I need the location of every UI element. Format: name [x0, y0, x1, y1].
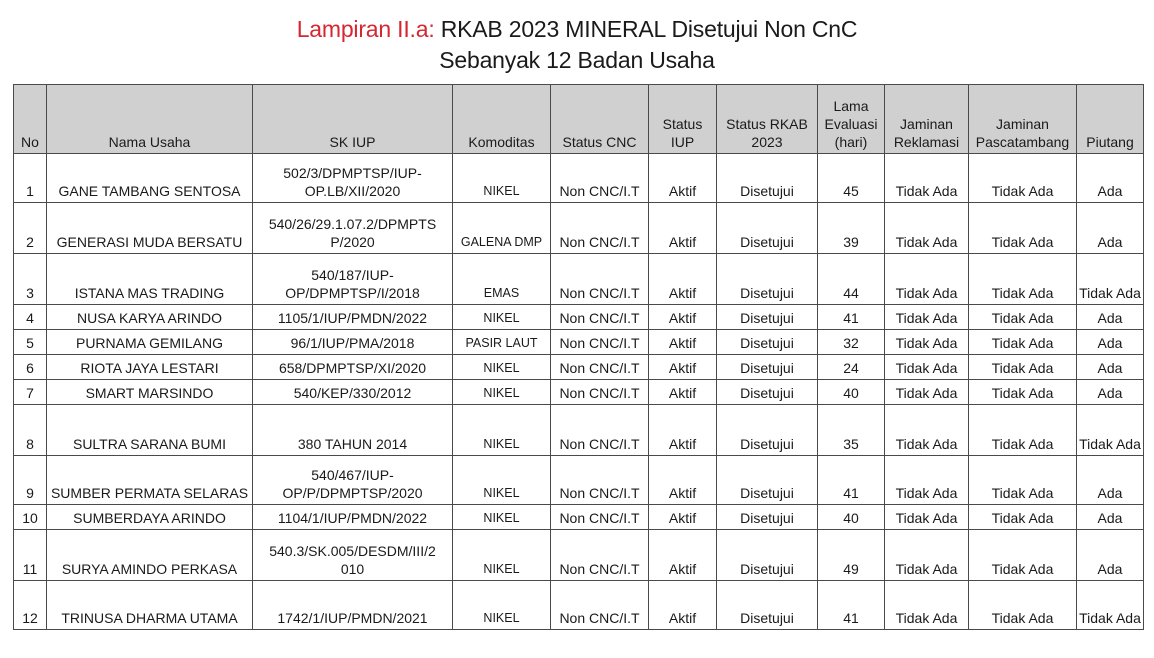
cell-jaminan-pascatambang: Tidak Ada: [969, 456, 1077, 505]
sk-iup-line-1: 540/467/IUP-: [311, 467, 394, 483]
cell-piutang: Ada: [1077, 154, 1144, 203]
cell-status-cnc: Non CNC/I.T: [551, 456, 649, 505]
cell-lama-evaluasi: 41: [818, 456, 885, 505]
cell-no: 3: [14, 254, 47, 305]
header-komoditas: Komoditas: [453, 85, 551, 154]
rkab-table: [13, 84, 1144, 630]
cell-lama-evaluasi: 41: [818, 305, 885, 330]
table-row: [14, 305, 1144, 330]
cell-jaminan-pascatambang: Tidak Ada: [969, 154, 1077, 203]
cell-lama-evaluasi: 24: [818, 355, 885, 380]
sk-iup-line-2: P/2020: [330, 234, 375, 250]
cell-jaminan-pascatambang: Tidak Ada: [969, 380, 1077, 405]
title-block: [0, 14, 1154, 76]
cell-nama-usaha: GENERASI MUDA BERSATU: [47, 203, 253, 254]
cell-status-cnc: Non CNC/I.T: [551, 380, 649, 405]
cell-jaminan-reklamasi: Tidak Ada: [885, 456, 969, 505]
sk-iup-line-2: OP.LB/XII/2020: [304, 183, 401, 199]
cell-jaminan-pascatambang: Tidak Ada: [969, 530, 1077, 581]
cell-jaminan-pascatambang: Tidak Ada: [969, 355, 1077, 380]
cell-jaminan-pascatambang: Tidak Ada: [969, 203, 1077, 254]
cell-sk-iup: [253, 355, 453, 380]
cell-nama-usaha: GANE TAMBANG SENTOSA: [47, 154, 253, 203]
header-row: [14, 85, 1144, 154]
header-piutang: Piutang: [1077, 85, 1144, 154]
cell-status-rkab: Disetujui: [717, 456, 818, 505]
cell-no: 2: [14, 203, 47, 254]
title-main: RKAB 2023 MINERAL Disetujui Non CnC: [434, 16, 858, 42]
cell-status-rkab: Disetujui: [717, 355, 818, 380]
cell-nama-usaha: PURNAMA GEMILANG: [47, 330, 253, 355]
cell-status-iup: Aktif: [649, 355, 717, 380]
cell-status-cnc: Non CNC/I.T: [551, 505, 649, 530]
sk-iup-line-1: 540/187/IUP-: [311, 267, 394, 283]
cell-lama-evaluasi: 32: [818, 330, 885, 355]
sk-iup-line-1: 540/KEP/330/2012: [293, 385, 412, 401]
cell-komoditas: NIKEL: [453, 355, 551, 380]
table-row: [14, 530, 1144, 581]
cell-nama-usaha: SUMBERDAYA ARINDO: [47, 505, 253, 530]
cell-status-rkab: Disetujui: [717, 203, 818, 254]
cell-status-rkab: Disetujui: [717, 380, 818, 405]
header-status-iup: Status IUP: [649, 85, 717, 154]
cell-status-cnc: Non CNC/I.T: [551, 305, 649, 330]
cell-lama-evaluasi: 40: [818, 505, 885, 530]
cell-jaminan-reklamasi: Tidak Ada: [885, 505, 969, 530]
sk-iup-line-1: 1105/1/IUP/PMDN/2022: [277, 310, 428, 326]
cell-jaminan-reklamasi: Tidak Ada: [885, 254, 969, 305]
cell-lama-evaluasi: 40: [818, 380, 885, 405]
cell-no: 1: [14, 154, 47, 203]
cell-jaminan-pascatambang: Tidak Ada: [969, 405, 1077, 456]
cell-komoditas: EMAS: [453, 254, 551, 305]
cell-jaminan-reklamasi: Tidak Ada: [885, 355, 969, 380]
sk-iup-line-1: 380 TAHUN 2014: [297, 436, 408, 452]
cell-status-rkab: Disetujui: [717, 305, 818, 330]
cell-no: 4: [14, 305, 47, 330]
table-row: [14, 456, 1144, 505]
cell-sk-iup: [253, 305, 453, 330]
cell-status-cnc: Non CNC/I.T: [551, 254, 649, 305]
header-sk-iup: SK IUP: [253, 85, 453, 154]
sk-iup-line-1: 1104/1/IUP/PMDN/2022: [277, 510, 428, 526]
sk-iup-line-1: 658/DPMPTSP/XI/2020: [278, 360, 427, 376]
cell-status-iup: Aktif: [649, 154, 717, 203]
header-jaminan-reklamasi: Jaminan Reklamasi: [885, 85, 969, 154]
cell-piutang: Tidak Ada: [1077, 581, 1144, 630]
cell-jaminan-reklamasi: Tidak Ada: [885, 330, 969, 355]
cell-status-rkab: Disetujui: [717, 581, 818, 630]
table-row: [14, 355, 1144, 380]
cell-lama-evaluasi: 44: [818, 254, 885, 305]
sk-iup-line-1: 502/3/DPMPTSP/IUP-: [283, 165, 422, 181]
cell-komoditas: NIKEL: [453, 405, 551, 456]
cell-status-rkab: Disetujui: [717, 330, 818, 355]
cell-jaminan-reklamasi: Tidak Ada: [885, 581, 969, 630]
cell-jaminan-reklamasi: Tidak Ada: [885, 203, 969, 254]
table-row: [14, 254, 1144, 305]
sk-iup-line-1: 1742/1/IUP/PMDN/2021: [277, 610, 428, 626]
cell-no: 6: [14, 355, 47, 380]
sk-iup-line-1: 96/1/IUP/PMA/2018: [290, 335, 415, 351]
cell-komoditas: NIKEL: [453, 456, 551, 505]
cell-status-iup: Aktif: [649, 581, 717, 630]
cell-status-iup: Aktif: [649, 254, 717, 305]
cell-status-iup: Aktif: [649, 405, 717, 456]
page-title: [0, 14, 1154, 45]
sk-iup-line-2: 010: [340, 561, 365, 577]
cell-status-iup: Aktif: [649, 203, 717, 254]
cell-status-iup: Aktif: [649, 456, 717, 505]
cell-komoditas: NIKEL: [453, 380, 551, 405]
cell-lama-evaluasi: 39: [818, 203, 885, 254]
cell-status-iup: Aktif: [649, 305, 717, 330]
cell-piutang: Ada: [1077, 305, 1144, 330]
cell-no: 8: [14, 405, 47, 456]
cell-jaminan-reklamasi: Tidak Ada: [885, 405, 969, 456]
cell-piutang: Tidak Ada: [1077, 254, 1144, 305]
sk-iup-line-1: 540.3/SK.005/DESDM/III/2: [269, 543, 436, 559]
cell-piutang: Ada: [1077, 330, 1144, 355]
cell-jaminan-pascatambang: Tidak Ada: [969, 254, 1077, 305]
cell-sk-iup: [253, 203, 453, 254]
cell-komoditas: NIKEL: [453, 581, 551, 630]
cell-status-cnc: Non CNC/I.T: [551, 203, 649, 254]
header-status-cnc: Status CNC: [551, 85, 649, 154]
cell-nama-usaha: SURYA AMINDO PERKASA: [47, 530, 253, 581]
cell-lama-evaluasi: 49: [818, 530, 885, 581]
cell-sk-iup: [253, 581, 453, 630]
cell-sk-iup: [253, 254, 453, 305]
cell-jaminan-reklamasi: Tidak Ada: [885, 380, 969, 405]
cell-komoditas: NIKEL: [453, 505, 551, 530]
cell-status-cnc: Non CNC/I.T: [551, 530, 649, 581]
cell-status-iup: Aktif: [649, 530, 717, 581]
cell-jaminan-pascatambang: Tidak Ada: [969, 505, 1077, 530]
cell-no: 10: [14, 505, 47, 530]
cell-jaminan-reklamasi: Tidak Ada: [885, 305, 969, 330]
cell-jaminan-reklamasi: Tidak Ada: [885, 530, 969, 581]
cell-komoditas: PASIR LAUT: [453, 330, 551, 355]
header-lama-evaluasi: Lama Evaluasi (hari): [818, 85, 885, 154]
cell-status-iup: Aktif: [649, 505, 717, 530]
cell-nama-usaha: NUSA KARYA ARINDO: [47, 305, 253, 330]
cell-nama-usaha: SULTRA SARANA BUMI: [47, 405, 253, 456]
cell-sk-iup: [253, 154, 453, 203]
cell-piutang: Ada: [1077, 530, 1144, 581]
cell-sk-iup: [253, 505, 453, 530]
cell-komoditas: GALENA DMP: [453, 203, 551, 254]
table-row: [14, 405, 1144, 456]
table-row: [14, 581, 1144, 630]
page-subtitle: Sebanyak 12 Badan Usaha: [439, 47, 715, 73]
header-nama-usaha: Nama Usaha: [47, 85, 253, 154]
table-row: [14, 203, 1144, 254]
cell-no: 11: [14, 530, 47, 581]
cell-status-rkab: Disetujui: [717, 254, 818, 305]
cell-piutang: Ada: [1077, 203, 1144, 254]
cell-status-cnc: Non CNC/I.T: [551, 581, 649, 630]
cell-jaminan-pascatambang: Tidak Ada: [969, 330, 1077, 355]
sk-iup-line-2: OP/P/DPMPTSP/2020: [282, 485, 423, 501]
cell-status-cnc: Non CNC/I.T: [551, 355, 649, 380]
cell-nama-usaha: SMART MARSINDO: [47, 380, 253, 405]
cell-nama-usaha: SUMBER PERMATA SELARAS: [47, 456, 253, 505]
cell-piutang: Tidak Ada: [1077, 405, 1144, 456]
cell-piutang: Ada: [1077, 456, 1144, 505]
cell-status-iup: Aktif: [649, 380, 717, 405]
table-row: [14, 505, 1144, 530]
cell-nama-usaha: RIOTA JAYA LESTARI: [47, 355, 253, 380]
cell-komoditas: NIKEL: [453, 154, 551, 203]
cell-jaminan-pascatambang: Tidak Ada: [969, 581, 1077, 630]
cell-status-rkab: Disetujui: [717, 505, 818, 530]
table-row: [14, 380, 1144, 405]
cell-status-rkab: Disetujui: [717, 530, 818, 581]
cell-sk-iup: [253, 330, 453, 355]
cell-piutang: Ada: [1077, 505, 1144, 530]
cell-piutang: Ada: [1077, 380, 1144, 405]
cell-nama-usaha: TRINUSA DHARMA UTAMA: [47, 581, 253, 630]
cell-nama-usaha: ISTANA MAS TRADING: [47, 254, 253, 305]
cell-komoditas: NIKEL: [453, 530, 551, 581]
cell-status-rkab: Disetujui: [717, 154, 818, 203]
cell-lama-evaluasi: 35: [818, 405, 885, 456]
cell-status-cnc: Non CNC/I.T: [551, 154, 649, 203]
cell-lama-evaluasi: 45: [818, 154, 885, 203]
cell-piutang: Ada: [1077, 355, 1144, 380]
cell-sk-iup: [253, 405, 453, 456]
cell-no: 7: [14, 380, 47, 405]
cell-jaminan-reklamasi: Tidak Ada: [885, 154, 969, 203]
table-row: [14, 154, 1144, 203]
cell-sk-iup: [253, 456, 453, 505]
cell-lama-evaluasi: 41: [818, 581, 885, 630]
cell-sk-iup: [253, 530, 453, 581]
cell-no: 9: [14, 456, 47, 505]
cell-status-cnc: Non CNC/I.T: [551, 330, 649, 355]
sk-iup-line-1: 540/26/29.1.07.2/DPMPTS: [268, 216, 437, 232]
header-status-rkab: Status RKAB 2023: [717, 85, 818, 154]
cell-sk-iup: [253, 380, 453, 405]
cell-status-rkab: Disetujui: [717, 405, 818, 456]
cell-no: 12: [14, 581, 47, 630]
table-row: [14, 330, 1144, 355]
sk-iup-line-2: OP/DPMPTSP/I/2018: [285, 285, 420, 301]
cell-komoditas: NIKEL: [453, 305, 551, 330]
cell-status-cnc: Non CNC/I.T: [551, 405, 649, 456]
header-no: No: [14, 85, 47, 154]
cell-jaminan-pascatambang: Tidak Ada: [969, 305, 1077, 330]
title-prefix: Lampiran II.a:: [296, 16, 435, 42]
cell-status-iup: Aktif: [649, 330, 717, 355]
header-jaminan-pascatambang: Jaminan Pascatambang: [969, 85, 1077, 154]
cell-no: 5: [14, 330, 47, 355]
